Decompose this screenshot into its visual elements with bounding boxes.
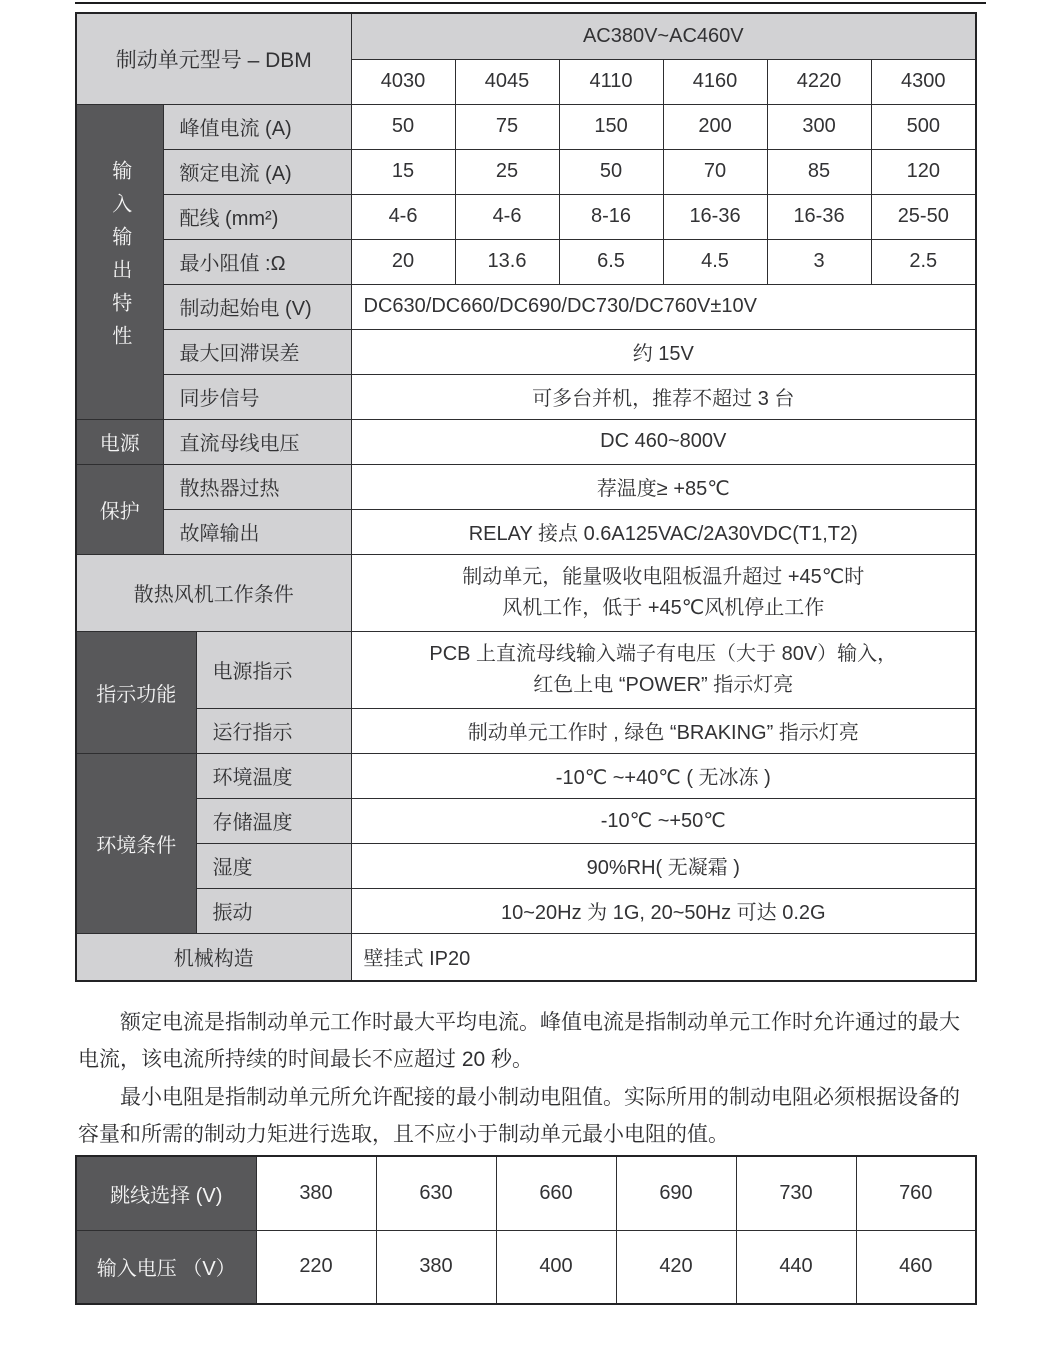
value-cell: 制动单元工作时 , 绿色 “BRAKING” 指示灯亮 (351, 708, 976, 753)
row-label-cell: 直流母线电压 (163, 419, 351, 464)
row-wiring (76, 194, 976, 239)
value-cell: 220 (256, 1230, 376, 1304)
value-cell (351, 554, 976, 631)
jumper-table (75, 1155, 977, 1305)
value-cell: 8-16 (559, 194, 663, 239)
row-label-cell: 制动起始电 (V) (163, 284, 351, 329)
value-cell: 75 (455, 104, 559, 149)
value-cell: DC 460~800V (351, 419, 976, 464)
value-cell: 6.5 (559, 239, 663, 284)
row-min-resistance (76, 239, 976, 284)
value-cell: 440 (736, 1230, 856, 1304)
spec-title-cell: 制动单元型号 – DBM (76, 13, 351, 104)
value-cell: 4-6 (351, 194, 455, 239)
value-cell: -10℃ ~+50℃ (351, 798, 976, 843)
voltage-header-cell: AC380V~AC460V (351, 13, 976, 59)
row-ambient-temp (76, 753, 976, 798)
header-row-voltage (76, 13, 976, 59)
value-cell: 10~20Hz 为 1G, 20~50Hz 可达 0.2G (351, 888, 976, 933)
row-mechanical (76, 933, 976, 981)
row-hysteresis (76, 329, 976, 374)
row-label-cell: 额定电流 (A) (163, 149, 351, 194)
row-label-cell: 散热器过热 (163, 464, 351, 509)
value-cell: 760 (856, 1156, 976, 1230)
value-cell: 150 (559, 104, 663, 149)
value-cell: RELAY 接点 0.6A125VAC/2A30VDC(T1,T2) (351, 509, 976, 554)
fan-label-cell: 散热风机工作条件 (76, 554, 351, 631)
section-power-cell: 电源 (76, 419, 163, 464)
value-cell: 4-6 (455, 194, 559, 239)
notes-block (78, 1004, 980, 1154)
row-jumper-select (76, 1156, 976, 1230)
row-humidity (76, 843, 976, 888)
value-cell: 400 (496, 1230, 616, 1304)
value-cell: 13.6 (455, 239, 559, 284)
row-label-cell: 运行指示 (196, 708, 351, 753)
row-storage-temp (76, 798, 976, 843)
value-cell: 70 (663, 149, 767, 194)
model-cell: 4220 (767, 59, 871, 104)
row-label-cell: 最大回滞误差 (163, 329, 351, 374)
value-cell: 壁挂式 IP20 (351, 933, 976, 981)
section-indicator-cell: 指示功能 (76, 631, 196, 753)
value-cell: 20 (351, 239, 455, 284)
section-io-cell (76, 104, 163, 419)
value-cell: DC630/DC660/DC690/DC730/DC760V±10V (351, 284, 976, 329)
value-cell: 660 (496, 1156, 616, 1230)
jumper-label-cell: 跳线选择 (V) (76, 1156, 256, 1230)
row-label-cell: 振动 (196, 888, 351, 933)
value-cell: 500 (871, 104, 976, 149)
value-cell: 90%RH( 无凝霜 ) (351, 843, 976, 888)
row-rated-current (76, 149, 976, 194)
spec-table (75, 12, 977, 982)
value-cell: 690 (616, 1156, 736, 1230)
fan-condition-line1: 制动单元，能量吸收电阻板温升超过 +45℃时 (462, 565, 865, 588)
row-label-cell: 配线 (mm²) (163, 194, 351, 239)
row-sync-signal (76, 374, 976, 419)
value-cell: 380 (256, 1156, 376, 1230)
row-label-cell: 最小阻值 :Ω (163, 239, 351, 284)
row-heatsink-overheat (76, 464, 976, 509)
value-cell: 460 (856, 1230, 976, 1304)
top-rule (75, 2, 986, 4)
note-paragraph-2: 最小电阻是指制动单元所允许配接的最小制动电阻值。实际所用的制动电阻必须根据设备的容量和所需的制动力矩进行选取，且不应小于制动单元最小电阻的值。 (78, 1085, 960, 1147)
power-indicator-line2: 红色上电 “POWER” 指示灯亮 (533, 673, 794, 696)
section-protection-cell: 保护 (76, 464, 163, 554)
model-cell: 4160 (663, 59, 767, 104)
value-cell: 3 (767, 239, 871, 284)
row-brake-start-voltage (76, 284, 976, 329)
row-input-voltage (76, 1230, 976, 1304)
row-dc-bus-voltage (76, 419, 976, 464)
row-peak-current (76, 104, 976, 149)
value-cell: 16-36 (663, 194, 767, 239)
value-cell: 4.5 (663, 239, 767, 284)
value-cell: 200 (663, 104, 767, 149)
value-cell: 380 (376, 1230, 496, 1304)
row-label-cell: 环境温度 (196, 753, 351, 798)
value-cell: 420 (616, 1230, 736, 1304)
section-io-label: 输入输出特性 (108, 159, 131, 358)
value-cell: 730 (736, 1156, 856, 1230)
section-environment-cell: 环境条件 (76, 753, 196, 933)
row-label-cell: 峰值电流 (A) (163, 104, 351, 149)
model-cell: 4110 (559, 59, 663, 104)
input-voltage-label-cell: 输入电压 （V） (76, 1230, 256, 1304)
model-cell: 4045 (455, 59, 559, 104)
value-cell: 荐温度≥ +85℃ (351, 464, 976, 509)
value-cell: -10℃ ~+40℃ ( 无冰冻 ) (351, 753, 976, 798)
value-cell: 85 (767, 149, 871, 194)
row-label-cell: 故障输出 (163, 509, 351, 554)
row-fan-condition (76, 554, 976, 631)
note-paragraph-1: 额定电流是指制动单元工作时最大平均电流。峰值电流是指制动单元工作时允许通过的最大电流，该电流所持续的时间最长不应超过 20 秒。 (78, 1011, 960, 1072)
value-cell: 300 (767, 104, 871, 149)
power-indicator-line1: PCB 上直流母线输入端子有电压（大于 80V）输入， (429, 642, 898, 665)
value-cell: 16-36 (767, 194, 871, 239)
value-cell: 50 (559, 149, 663, 194)
mechanical-label-cell: 机械构造 (76, 933, 351, 981)
row-label-cell: 同步信号 (163, 374, 351, 419)
value-cell: 25-50 (871, 194, 976, 239)
row-run-indicator (76, 708, 976, 753)
value-cell: 120 (871, 149, 976, 194)
row-fault-output (76, 509, 976, 554)
value-cell: 25 (455, 149, 559, 194)
value-cell: 50 (351, 104, 455, 149)
row-label-cell: 存储温度 (196, 798, 351, 843)
value-cell (351, 631, 976, 708)
value-cell: 15 (351, 149, 455, 194)
row-label-cell: 湿度 (196, 843, 351, 888)
row-label-cell: 电源指示 (196, 631, 351, 708)
value-cell: 可多台并机，推荐不超过 3 台 (351, 374, 976, 419)
row-vibration (76, 888, 976, 933)
fan-condition-line2: 风机工作，低于 +45℃风机停止工作 (502, 596, 825, 619)
value-cell: 约 15V (351, 329, 976, 374)
model-cell: 4030 (351, 59, 455, 104)
value-cell: 2.5 (871, 239, 976, 284)
model-cell: 4300 (871, 59, 976, 104)
value-cell: 630 (376, 1156, 496, 1230)
row-power-indicator (76, 631, 976, 708)
